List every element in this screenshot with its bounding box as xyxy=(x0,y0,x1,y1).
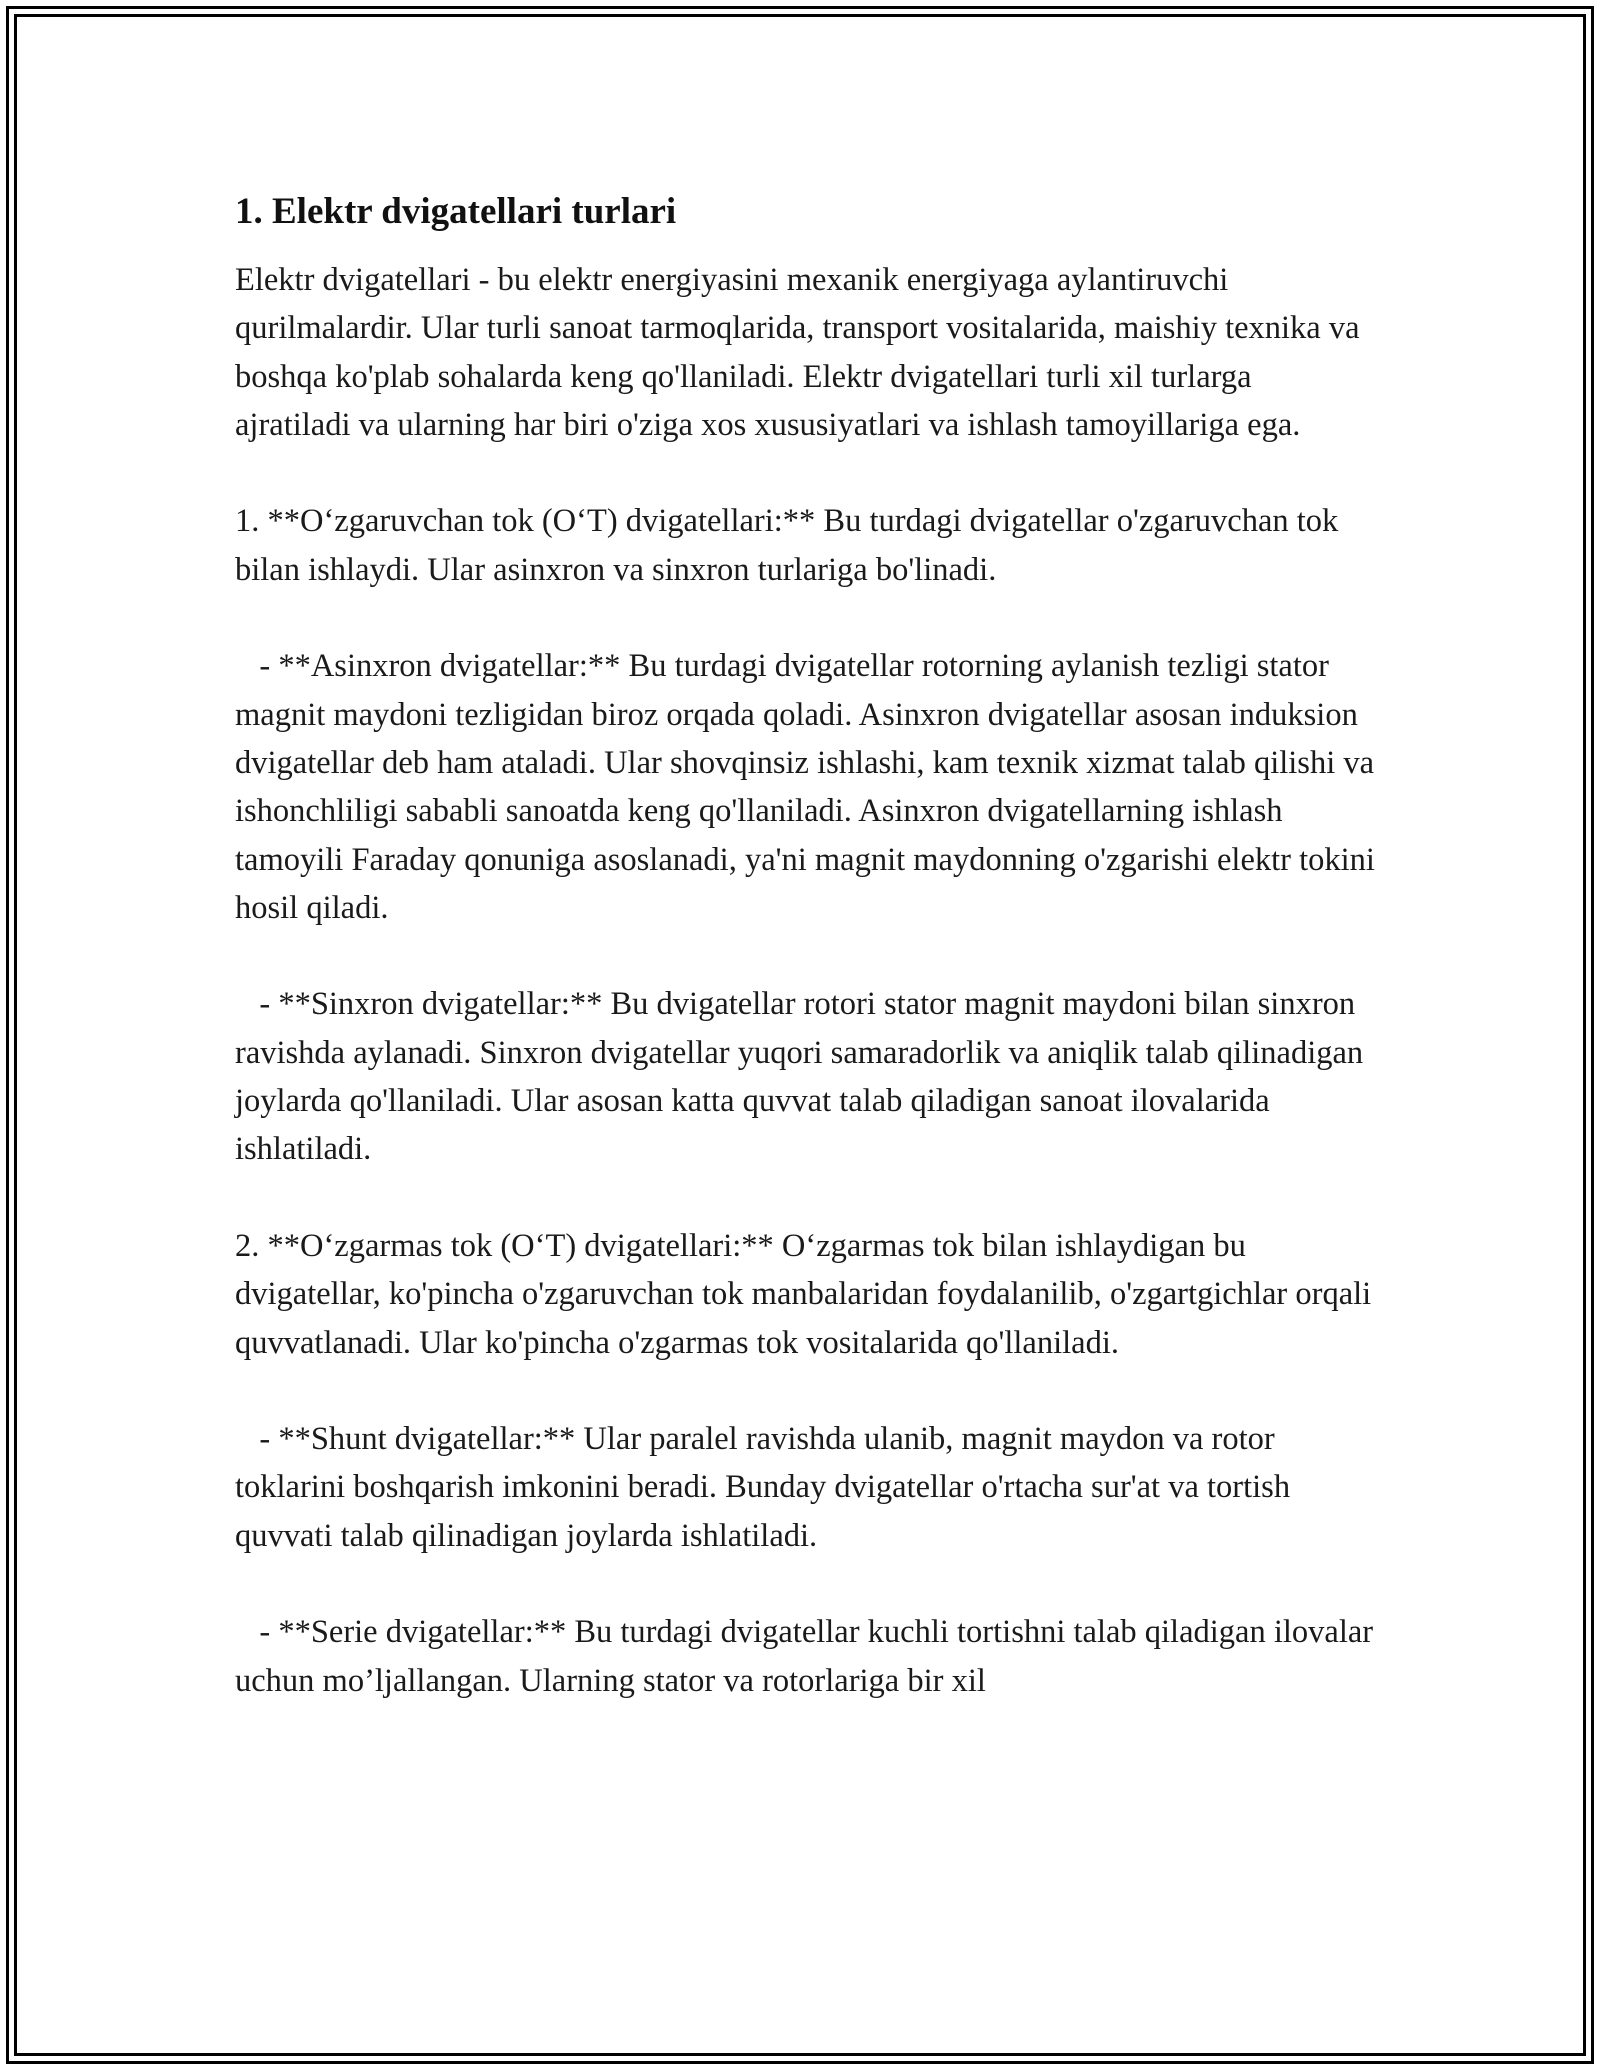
paragraph-spacer xyxy=(235,932,1375,980)
paragraph-spacer xyxy=(235,449,1375,497)
document-body xyxy=(235,186,1384,1705)
sync-motors-paragraph: - **Sinxron dvigatellar:** Bu dvigatellar rotori stator magnit maydoni bilan sinxron ravishda aylanadi. Sinxron dvigatellar yuqori samaradorlik va aniqlik talab qilinadigan joylarda qo'llaniladi. Ular asosan katta quvvat talab qiladigan sanoat ilovalarida ishlatiladi. xyxy=(235,986,1372,1168)
async-motors-paragraph: - **Asinxron dvigatellar:** Bu turdagi dvigatellar rotorning aylanish tezligi stator magnit maydoni tezligidan biroz orqada qoladi. Asinxron dvigatellar asosan induksion dvigatellar deb ham ataladi. Ular shovqinsiz ishlashi, kam texnik xizmat talab qilishi va ishonchliligi sababli sanoatda keng qo'llaniladi. Asinxron dvigatellarning ishlash tamoyili Faraday qonuniga asoslanadi, ya'ni magnit maydonning o'zgarishi elektr tokini hosil qiladi. xyxy=(235,648,1384,926)
shunt-motors-paragraph: - **Shunt dvigatellar:** Ular paralel ravishda ulanib, magnit maydon va rotor toklarini boshqarish imkonini beradi. Bunday dvigatellar o'rtacha sur'at va tortish quvvati talab qilinadigan joylarda ishlatiladi. xyxy=(235,1421,1299,1554)
paragraph-spacer xyxy=(235,1174,1375,1222)
paragraph-spacer xyxy=(235,1367,1375,1415)
paragraph-spacer xyxy=(235,594,1375,642)
dc-motors-paragraph: 2. **O‘zgarmas tok (O‘T) dvigatellari:** O‘zgarmas tok bilan ishlaydigan bu dvigatellar, ko'pincha o'zgaruvchan tok manbalaridan foydalanilib, o'zgartgichlar orqali quvvatlanadi. Ular ko'pincha o'zgarmas tok vositalarida qo'llaniladi. xyxy=(235,1227,1380,1361)
intro-paragraph: Elektr dvigatellari - bu elektr energiyasini mexanik energiyaga aylantiruvchi qurilmalardir. Ular turli sanoat tarmoqlarida, transport vositalarida, maishiy texnika va boshqa ko'plab sohalarda keng qo'llaniladi. Elektr dvigatellari turli xil turlarga ajratiladi va ularning har biri o'ziga xos xususiyatlari va ishlash tamoyillariga ega. xyxy=(235,262,1368,443)
series-motors-paragraph: - **Serie dvigatellar:** Bu turdagi dvigatellar kuchli tortishni talab qiladigan ilovalar uchun mo’ljallangan. Ularning stator va rotorlariga bir xil xyxy=(235,1614,1382,1699)
section-heading: 1. Elektr dvigatellari turlari xyxy=(235,191,677,232)
paragraph-spacer xyxy=(235,1560,1375,1608)
ac-motors-paragraph: 1. **O‘zgaruvchan tok (O‘T) dvigatellari:** Bu turdagi dvigatellar o'zgaruvchan tok bilan ishlaydi. Ular asinxron va sinxron turlariga bo'linadi. xyxy=(235,503,1347,588)
